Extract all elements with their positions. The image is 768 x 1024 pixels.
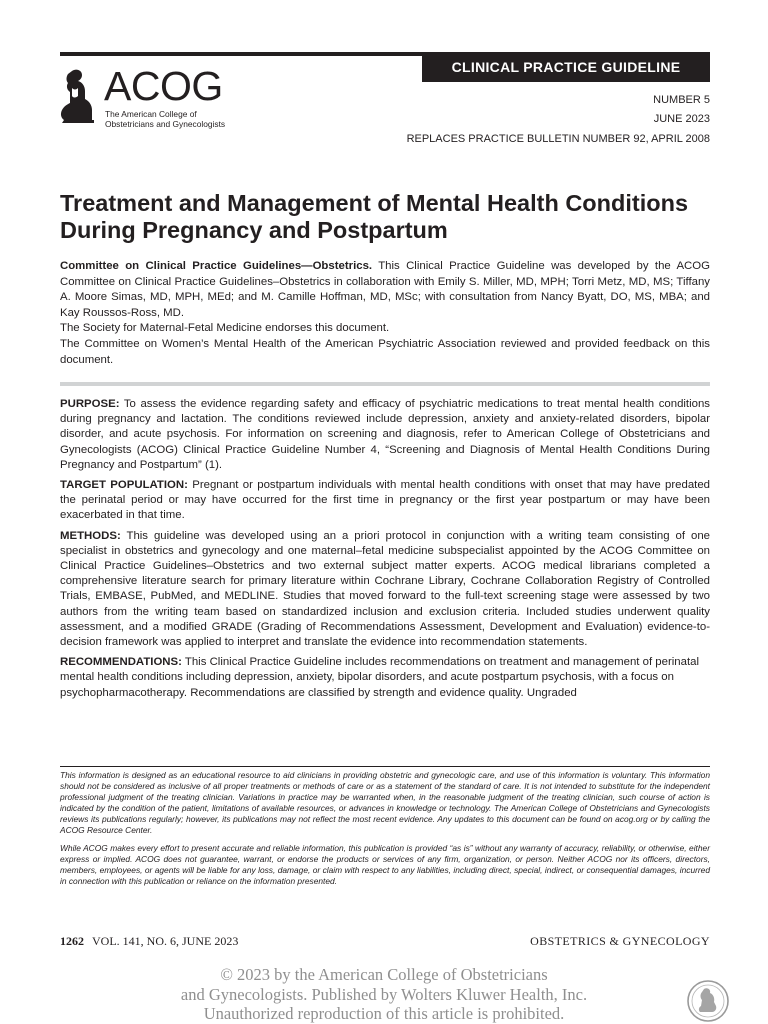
acog-figure-icon <box>58 68 98 124</box>
section-divider <box>60 382 710 386</box>
page-footer-left <box>60 934 238 949</box>
purpose-paragraph <box>60 397 710 473</box>
guideline-number: NUMBER 5 <box>653 94 710 106</box>
copyright-line3: Unauthorized reproduction of this article is prohibited. <box>203 1004 565 1023</box>
population-paragraph <box>60 478 710 524</box>
disclaimer-footnotes <box>60 770 710 893</box>
title-line2: During Pregnancy and Postpartum <box>60 217 448 243</box>
methods-paragraph <box>60 529 710 651</box>
review-text: The Committee on Women’s Mental Health of the American Psychiatric Association reviewed and provided feedback on this document. <box>60 337 710 366</box>
disclaimer-paragraph-2: While ACOG makes every effort to present accurate and reliable information, this publication is provided “as is” without any warranty of accuracy, reliability, or otherwise, either express or implied. ACOG does not guarantee, warrant, or endorse the products or services of any firm, organization, or person. Neither ACOG nor its officers, directors, members, employees, or agents will be liable for any loss, damage, or claim with respect to any liabilities, including direct, special, indirect, or consequential damages, incurred in connection with this publication or reliance on the information presented. <box>60 842 710 886</box>
volume-info: VOL. 141, NO. 6, JUNE 2023 <box>92 934 239 948</box>
disclaimer-paragraph-1: This information is designed as an educational resource to aid clinicians in providing obstetric and gynecologic care, and use of this information is voluntary. This information should not be considered as inclusive of all proper treatments or methods of care or as a statement of the standard of care. It is not intended to substitute for the independent professional judgment of the treating clinician. Variations in practice may be warranted when, in the reasonable judgment of the treating clinician, such course of action is indicated by the condition of the patient, limitations of available resources, or advances in knowledge or technology. The American College of Obstetricians and Gynecologists reviews its publications regularly; however, its publications may not reflect the most recent evidence. Any updates to this document can be found on acog.org or by calling the ACOG Resource Center. <box>60 770 710 836</box>
recommendations-paragraph <box>60 655 710 701</box>
document-type-banner: CLINICAL PRACTICE GUIDELINE <box>422 52 710 82</box>
publication-date: JUNE 2023 <box>653 113 710 125</box>
purpose-label: PURPOSE: <box>60 398 120 410</box>
page-number: 1262 <box>60 934 84 948</box>
abstract <box>60 397 710 706</box>
logo-subtitle-line2: Obstetricians and Gynecologists <box>105 119 226 129</box>
copyright-line2: and Gynecologists. Published by Wolters Kluwer Health, Inc. <box>180 984 588 1004</box>
population-text: Pregnant or postpartum individuals with mental health conditions with onset that may have predated the perinatal period or may have occurred for the first time in pregnancy or the first year postpartum or may have been exacerbated in that time. <box>60 479 710 522</box>
replaces-note: REPLACES PRACTICE BULLETIN NUMBER 92, APRIL 2008 <box>406 133 710 145</box>
logo-wordmark: ACOG <box>104 63 223 109</box>
document-title <box>60 190 720 244</box>
copyright-notice <box>0 965 768 1024</box>
methods-text: This guideline was developed using an a priori protocol in conjunction with a writing team consisting of one specialist in obstetrics and gynecology and one maternal–fetal medicine subspecialist appointed by the ACOG Committee on Clinical Practice Guidelines–Obstetrics and two external subject matter experts. ACOG medical librarians completed a comprehensive literature search for primary literature within Cochrane Library, Cochrane Collaboration Registry of Controlled Trials, EMBASE, PubMed, and MEDLINE. Studies that moved forward to the full-text screening stage were assessed by two authors from the writing team based on standardized inclusion and exclusion criteria. Included studies underwent quality assessment, and a modified GRADE (Grading of Recommendations Assessment, Development and Evaluation) evidence-to-decision framework was applied to interpret and translate the evidence into recommendation statements. <box>60 529 710 649</box>
committee-text: This Clinical Practice Guideline was developed by the ACOG Committee on Clinical Practice Guidelines–Obstetrics in collaboration with Emily S. Miller, MD, MPH; Torri Metz, MD, MS; Tiffany A. Moore Simas, MD, MPH, MEd; and M. Camille Hoffman, MD, MSc; with consultation from Nancy Byatt, DO, MS, MBA; and Kay Roussos-Ross, MD. <box>60 260 711 319</box>
logo-subtitle-line1: The American College of <box>105 109 197 119</box>
population-label: TARGET POPULATION: <box>60 479 188 492</box>
purpose-text: To assess the evidence regarding safety and efficacy of psychiatric medications to treat mental health conditions during pregnancy and lactation. The conditions reviewed include depression, anxiety and anxiety-related disorders, bipolar disorder, and acute psychosis. For information on screening and diagnosis, refer to American College of Obstetricians and Gynecologists (ACOG) Clinical Practice Guideline Number 4, “Screening and Diagnosis of Mental Health Conditions During Pregnancy and Postpartum” (1). <box>60 398 710 471</box>
acog-logo <box>58 63 248 132</box>
title-line1: Treatment and Management of Mental Health Conditions <box>60 190 689 216</box>
journal-name: OBSTETRICS & GYNECOLOGY <box>530 934 710 948</box>
methods-label: METHODS: <box>60 529 121 542</box>
endorsement-text: The Society for Maternal-Fetal Medicine endorses this document. <box>60 322 390 335</box>
recommendations-text: This Clinical Practice Guideline includes recommendations on treatment and management of perinatal mental health conditions including depression, anxiety, bipolar disorders, and acute postpartum psychosis, with a focus on psychopharmacotherapy. Recommendations are classified by strength and evidence quality. Ungraded <box>60 656 699 699</box>
footnote-rule <box>60 766 710 767</box>
copyright-line1: © 2023 by the American College of Obstetricians <box>220 965 548 984</box>
committee-block <box>60 259 710 368</box>
committee-lead: Committee on Clinical Practice Guidelines—Obstetrics. <box>60 260 373 272</box>
recommendations-label: RECOMMENDATIONS: <box>60 656 182 669</box>
wolters-kluwer-seal-icon <box>686 979 730 1023</box>
committee-paragraph <box>60 259 710 321</box>
